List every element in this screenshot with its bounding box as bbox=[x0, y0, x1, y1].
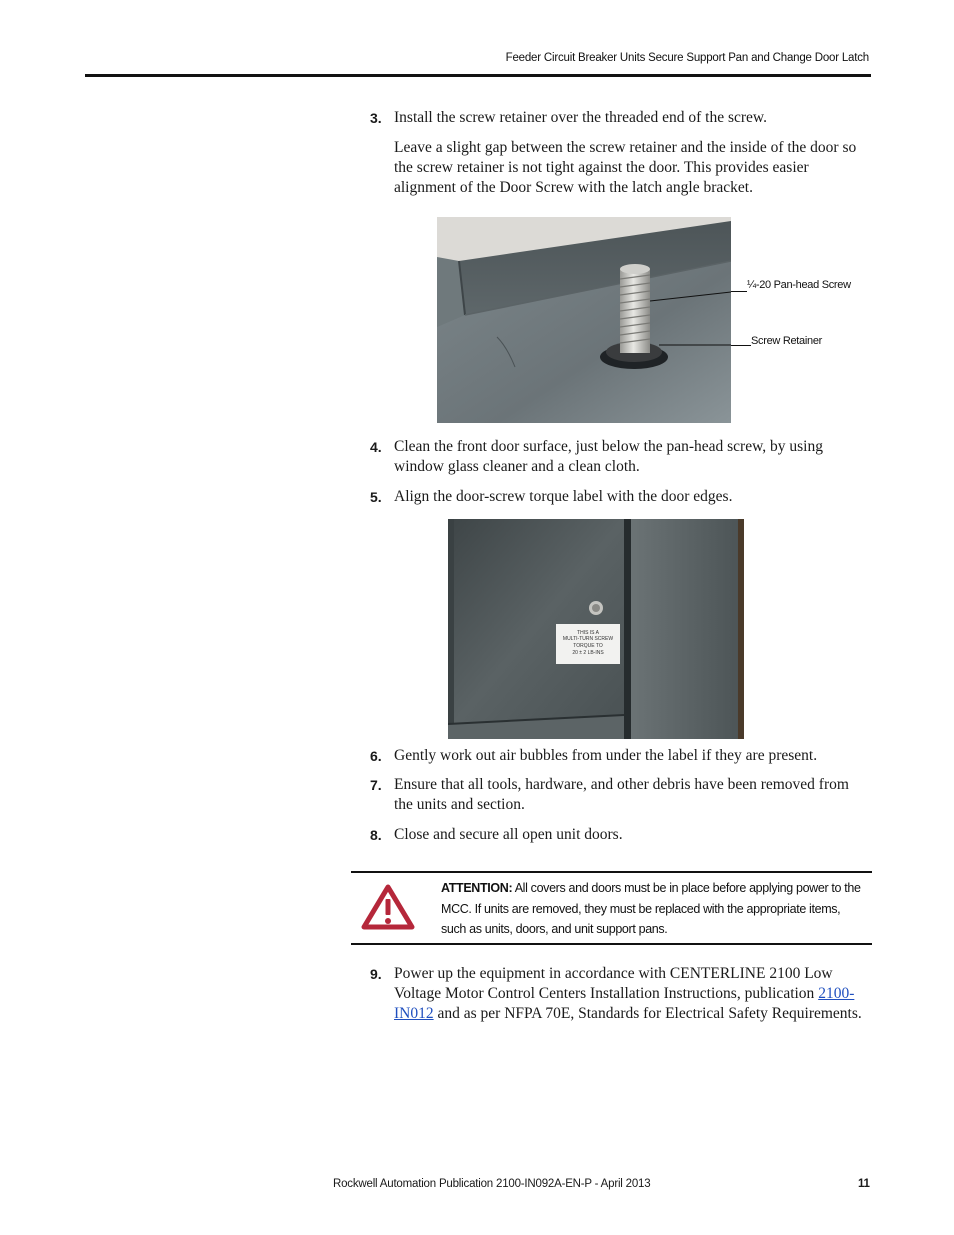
attention-top-rule bbox=[351, 871, 872, 873]
step-number: 7. bbox=[370, 777, 382, 793]
callout-screw-retainer: Screw Retainer bbox=[751, 335, 822, 347]
label-line: TORQUE TO bbox=[573, 643, 603, 649]
step-number: 8. bbox=[370, 827, 382, 843]
step-number: 3. bbox=[370, 110, 382, 126]
header-rule bbox=[85, 74, 871, 77]
label-line: 20 ± 2 LB-INS bbox=[572, 650, 604, 656]
attention-body: All covers and doors must be in place before applying power to the MCC. If units are removed, they must be replaced with the appropriate items, such as units, doors, and unit support pans. bbox=[441, 881, 861, 936]
step-9 bbox=[370, 964, 870, 1024]
publication-info: Rockwell Automation Publication 2100-IN092A-EN-P - April 2013 bbox=[333, 1178, 651, 1190]
callout-pan-head-screw: ¼-20 Pan-head Screw bbox=[747, 279, 851, 291]
step-text bbox=[394, 964, 870, 1024]
step-text: Close and secure all open unit doors. bbox=[394, 826, 623, 843]
screw-photo-illustration bbox=[437, 217, 731, 423]
step-text: Align the door-screw torque label with the door edges. bbox=[394, 488, 733, 505]
step-text: Gently work out air bubbles from under the label if they are present. bbox=[394, 747, 818, 764]
callout-leader-2 bbox=[731, 345, 751, 346]
step-text: Clean the front door surface, just below the pan-head screw, by using window glass cleaner and a clean cloth. bbox=[394, 438, 823, 475]
publication-link[interactable]: 2100-IN012 bbox=[394, 985, 855, 1022]
step-4 bbox=[370, 437, 870, 477]
label-line: MULTI-TURN SCREW bbox=[562, 636, 614, 642]
step-number: 6. bbox=[370, 748, 382, 764]
torque-label-photo bbox=[448, 519, 744, 739]
step-number: 5. bbox=[370, 489, 382, 505]
label-line: THIS IS A bbox=[577, 630, 599, 636]
screw-retainer-photo bbox=[437, 217, 731, 423]
step-6 bbox=[370, 746, 870, 766]
step-5 bbox=[370, 487, 870, 507]
step-9-text-before: Power up the equipment in accordance with CENTERLINE 2100 Low Voltage Motor Control Centers Installation Instructions, publication bbox=[394, 965, 833, 1002]
step-number: 4. bbox=[370, 439, 382, 455]
warning-triangle-icon bbox=[361, 883, 415, 931]
step-7 bbox=[370, 775, 870, 815]
attention-message bbox=[441, 878, 866, 940]
page-number: 11 bbox=[858, 1178, 870, 1190]
running-header: Feeder Circuit Breaker Units Secure Support Pan and Change Door Latch bbox=[505, 52, 869, 64]
step-3 bbox=[370, 108, 870, 128]
step-3-note: Leave a slight gap between the screw retainer and the inside of the door so the screw retainer is not tight against the door. This provides easier alignment of the Door Screw with the latch angle bracket. bbox=[394, 139, 857, 196]
step-9-text-after: and as per NFPA 70E, Standards for Electrical Safety Requirements. bbox=[433, 1005, 862, 1022]
attention-bottom-rule bbox=[351, 943, 872, 945]
callout-leader-1 bbox=[731, 291, 747, 292]
step-text: Install the screw retainer over the threaded end of the screw. bbox=[394, 109, 767, 126]
step-8 bbox=[370, 825, 870, 845]
step-text: Ensure that all tools, hardware, and other debris have been removed from the units and section. bbox=[394, 776, 849, 813]
door-photo-illustration bbox=[448, 519, 744, 739]
attention-label: ATTENTION: bbox=[441, 881, 513, 895]
step-number: 9. bbox=[370, 966, 382, 982]
